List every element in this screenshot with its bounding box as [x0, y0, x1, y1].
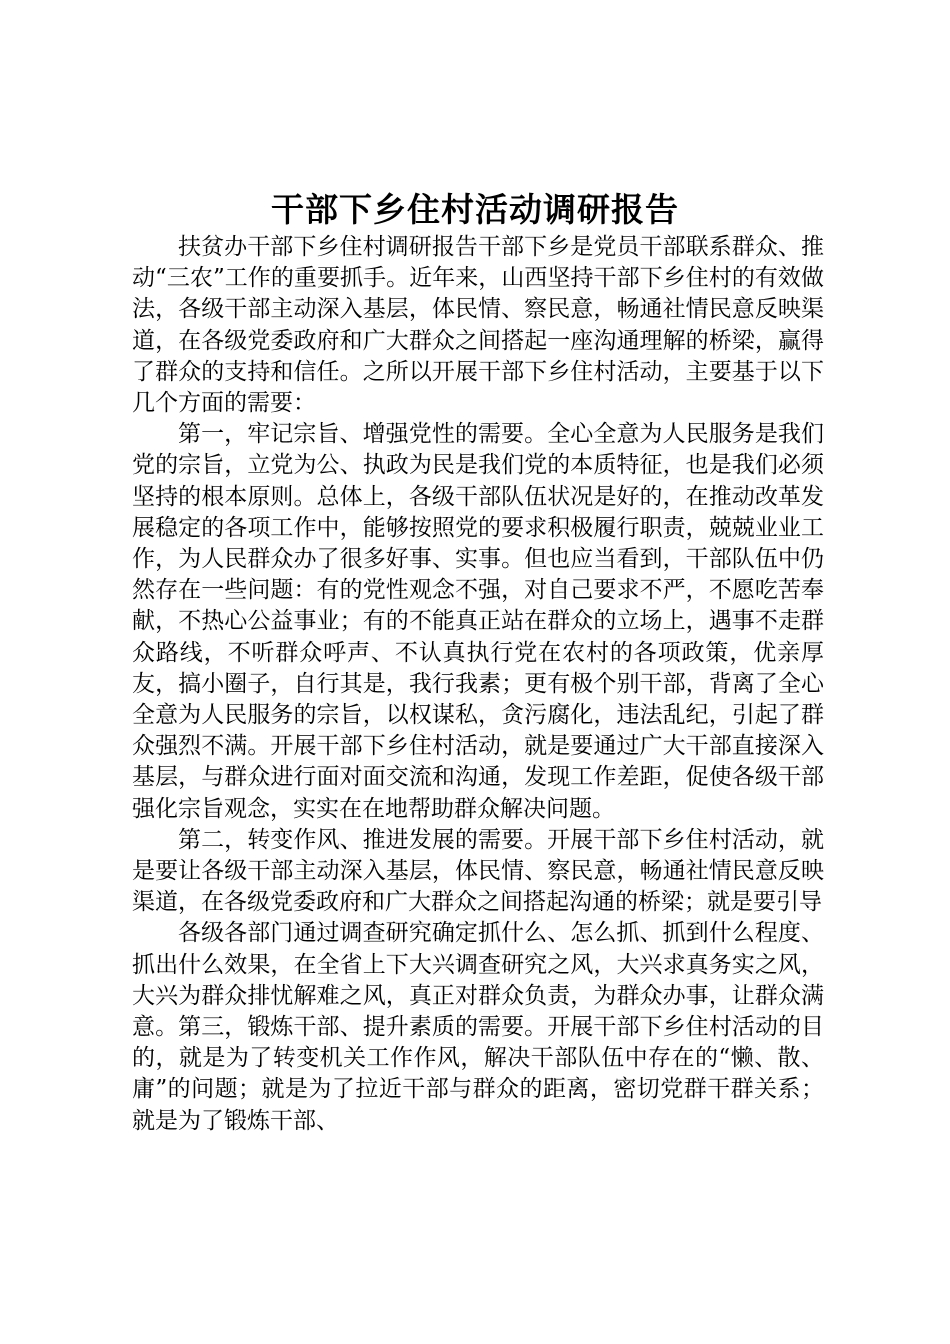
paragraph-second-need: 第二，转变作风、推进发展的需要。开展干部下乡住村活动，就是要让各级干部主动深入基层，体民情、察民意，畅通社情民意反映渠道，在各级党委政府和广大群众之间搭起沟通的桥梁；就是要引导 — [132, 826, 824, 916]
paragraph-first-need: 第一，牢记宗旨、增强党性的需要。全心全意为人民服务是我们党的宗旨，立党为公、执政为民是我们党的本质特征，也是我们必须坚持的根本原则。总体上，各级干部队伍状况是好的，在推动改革发展稳定的各项工作中，能够按照党的要求积极履行职责，兢兢业业工作，为人民群众办了很多好事、实事。但也应当看到，干部队伍中仍然存在一些问题：有的党性观念不强，对自己要求不严，不愿吃苦奉献，不热心公益事业；有的不能真正站在群众的立场上，遇事不走群众路线，不听群众呼声、不认真执行党在农村的各项政策，优亲厚友，搞小圈子，自行其是，我行我素；更有极个别干部，背离了全心全意为人民服务的宗旨，以权谋私，贪污腐化，违法乱纪，引起了群众强烈不满。开展干部下乡住村活动，就是要通过广大干部直接深入基层，与群众进行面对面交流和沟通，发现工作差距，促使各级干部强化宗旨观念，实实在在地帮助群众解决问题。 — [132, 421, 824, 822]
document-body — [132, 232, 824, 1137]
paragraph-continuation: 各级各部门通过调查研究确定抓什么、怎么抓、抓到什么程度、抓出什么效果，在全省上下大兴调查研究之风，大兴求真务实之风，大兴为群众排忧解难之风，真正对群众负责，为群众办事，让群众满意。第三，锻炼干部、提升素质的需要。开展干部下乡住村活动的目的，就是为了转变机关工作作风，解决干部队伍中存在的“懒、散、庸”的问题；就是为了拉近干部与群众的距离，密切党群干群关系；就是为了锻炼干部、 — [132, 920, 824, 1134]
paragraph-intro: 扶贫办干部下乡住村调研报告干部下乡是党员干部联系群众、推动“三农”工作的重要抓手。近年来，山西坚持干部下乡住村的有效做法，各级干部主动深入基层，体民情、察民意，畅通社情民意反映渠道，在各级党委政府和广大群众之间搭起一座沟通理解的桥梁，赢得了群众的支持和信任。之所以开展干部下乡住村活动，主要基于以下几个方面的需要： — [132, 234, 824, 417]
document-title: 干部下乡住村活动调研报告 — [271, 190, 679, 229]
